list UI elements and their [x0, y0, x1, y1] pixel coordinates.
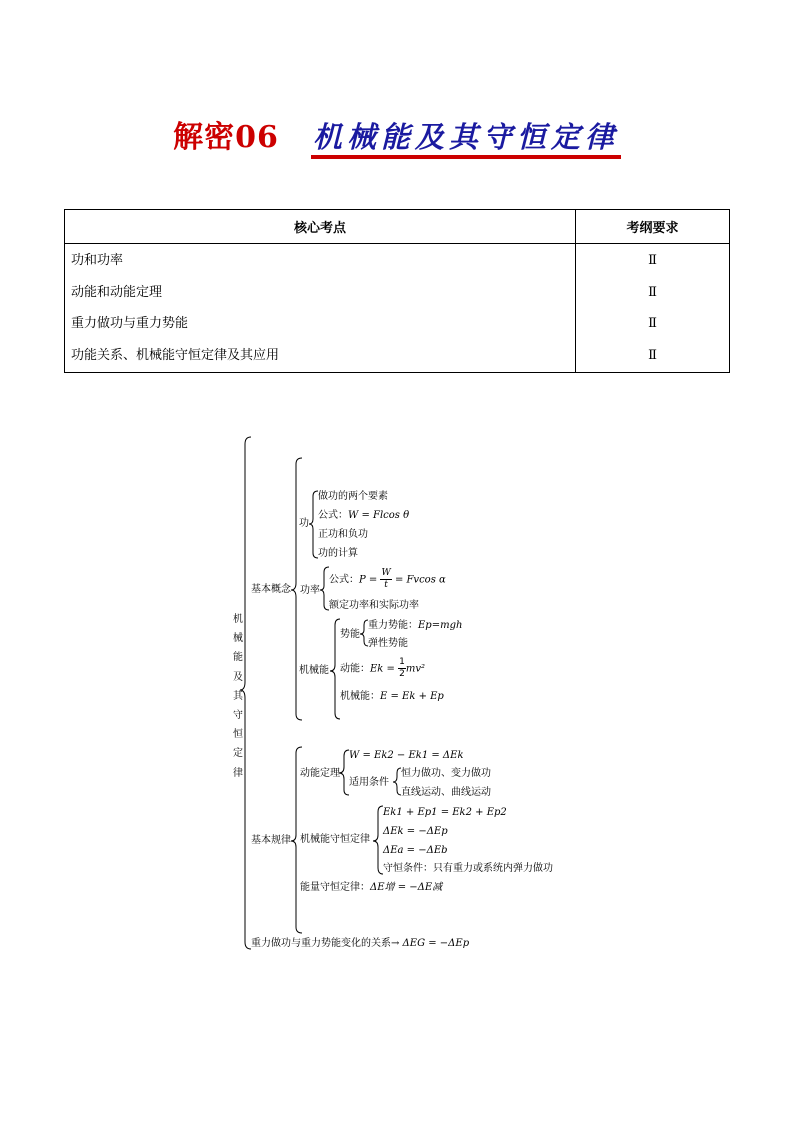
conservation-label: 机械能守恒定律	[300, 834, 370, 845]
kinetic-fraction-den: 2	[399, 669, 405, 679]
power-fraction	[380, 568, 391, 591]
mech-energy-label: 机械能	[299, 665, 329, 676]
conservation-eq1: Ek1 + Ep1 = Ek2 + Ep2	[383, 807, 507, 818]
kinetic-fraction	[398, 657, 406, 680]
title-main: 解密06	[173, 120, 279, 155]
brace-mech-energy	[330, 619, 340, 719]
gravity-potential-formula: Ep=mgh	[418, 620, 463, 631]
topic-item: 动能和动能定理	[71, 284, 163, 300]
header-core-topic: 核心考点	[65, 210, 576, 244]
level-item: Ⅱ	[648, 347, 657, 363]
kinetic-fraction-num: 1	[399, 657, 405, 667]
topic-item: 重力做功与重力势能	[71, 316, 189, 331]
basic-laws-label: 基本规律	[251, 835, 291, 846]
work-formula-expr: W = Flcos θ	[348, 510, 410, 521]
condition-motion: 直线运动、曲线运动	[401, 787, 491, 798]
basic-concepts-label: 基本概念	[251, 584, 291, 595]
kinetic-energy-rhs: mv²	[405, 663, 425, 675]
energy-conservation-formula: ΔE增 = −ΔE减	[370, 882, 443, 893]
gravity-relation-formula: → ΔEG = −ΔEp	[391, 938, 470, 949]
work-elements: 做功的两个要素	[318, 491, 388, 502]
conservation-eq3: ΔEa = −ΔEb	[383, 845, 448, 856]
power-formula	[329, 568, 446, 592]
mech-energy-formula-label: 机械能：	[340, 691, 380, 702]
elastic-potential: 弹性势能	[368, 638, 408, 649]
gravity-potential-label: 重力势能：	[368, 620, 418, 631]
power-fraction-num: W	[381, 568, 391, 578]
power-rated-actual: 额定功率和实际功率	[329, 600, 419, 611]
power-fraction-den: t	[384, 580, 388, 590]
conditions-label: 适用条件	[349, 777, 389, 788]
brace-conservation	[373, 806, 383, 874]
work-positive-negative: 正功和负功	[318, 529, 368, 540]
root-label: 机械能及其守恒定律	[233, 614, 243, 779]
power-formula-lhs: P =	[359, 574, 378, 586]
power-formula-label: 公式：	[329, 574, 359, 586]
kinetic-energy-label: 动能：	[340, 663, 370, 675]
level-item: Ⅱ	[648, 284, 657, 300]
kinetic-energy-lhs: Ek =	[370, 663, 395, 675]
brace-power	[320, 567, 329, 610]
work-formula	[318, 510, 409, 522]
gravity-relation	[251, 938, 469, 950]
title-sub: 机械能及其守恒定律	[311, 120, 621, 159]
level-item: Ⅱ	[648, 316, 657, 331]
work-label: 功	[299, 518, 309, 529]
potential-label: 势能	[340, 629, 360, 640]
power-formula-rhs: = Fvcos α	[394, 574, 446, 586]
brace-potential	[360, 620, 368, 646]
brace-kinetic-theorem	[339, 750, 349, 795]
work-calculation: 功的计算	[318, 548, 358, 559]
energy-conservation	[300, 882, 442, 894]
work-formula-label: 公式：	[318, 510, 348, 521]
conservation-condition: 守恒条件：只有重力或系统内弹力做功	[383, 863, 553, 874]
mech-energy-formula	[340, 691, 444, 703]
power-label: 功率	[300, 585, 320, 596]
brace-conditions	[393, 768, 401, 795]
kinetic-theorem-formula: W = Ek2 − Ek1 = ΔEk	[349, 750, 464, 761]
energy-conservation-label: 能量守恒定律：	[300, 882, 370, 893]
gravity-potential	[368, 620, 462, 632]
condition-force: 恒力做功、变力做功	[401, 768, 491, 779]
brace-work	[309, 491, 318, 558]
topic-item: 功和功率	[71, 253, 124, 268]
header-requirement: 考纲要求	[576, 210, 730, 244]
kinetic-theorem-label: 动能定理	[300, 768, 340, 779]
topic-item: 功能关系、机械能守恒定律及其应用	[71, 347, 280, 363]
kinetic-energy	[340, 657, 425, 681]
level-item: Ⅱ	[648, 253, 657, 268]
conservation-eq2: ΔEk = −ΔEp	[383, 826, 448, 837]
mech-energy-formula-expr: E = Ek + Ep	[380, 691, 444, 702]
gravity-relation-label: 重力做功与重力势能变化的关系	[251, 938, 391, 949]
